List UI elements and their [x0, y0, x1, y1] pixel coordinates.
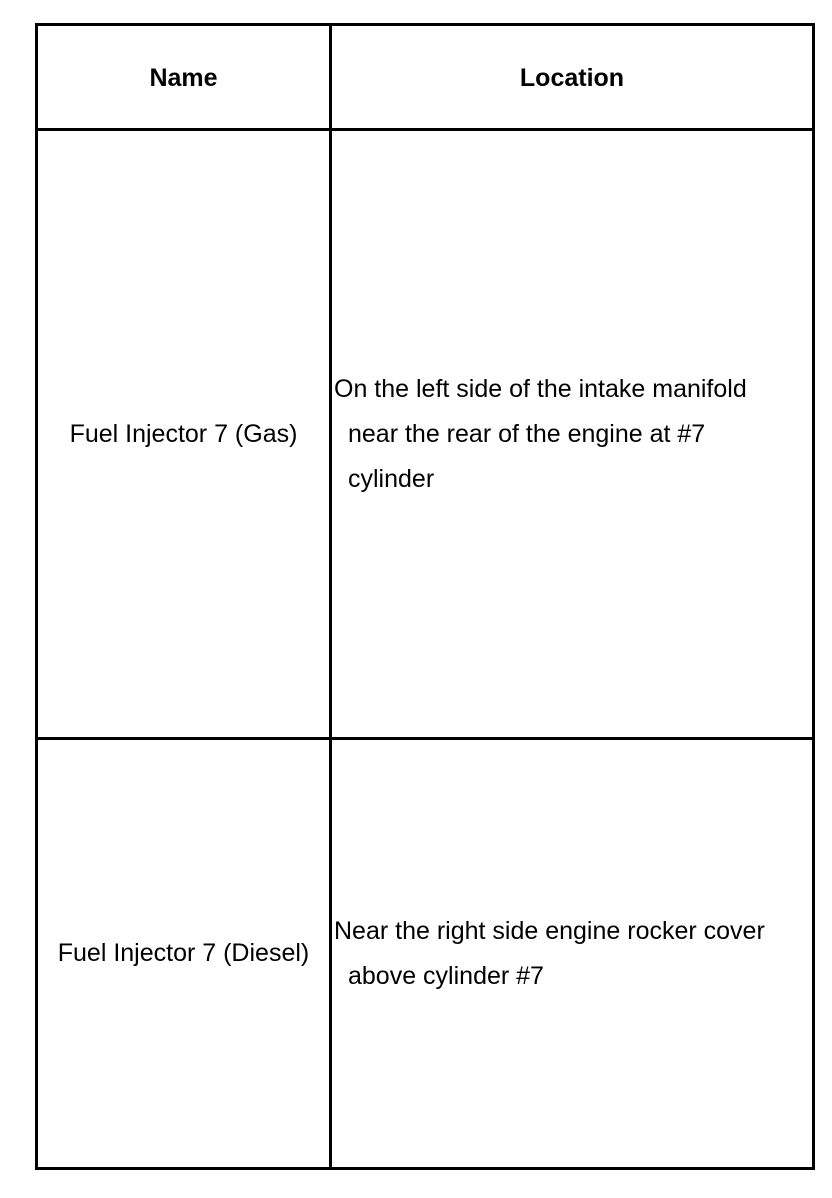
- row-2-location-line-2: above cylinder #7: [348, 962, 544, 990]
- header-row-divider: [35, 128, 815, 131]
- row-1-location-line-1: On the left side of the intake manifold: [334, 375, 747, 403]
- table-border-right: [812, 23, 815, 1170]
- table-column-divider: [329, 23, 332, 1170]
- table-border-bottom: [35, 1167, 815, 1170]
- column-header-location: Location: [519, 64, 625, 92]
- row-2-location-line-1: Near the right side engine rocker cover: [334, 917, 765, 945]
- table-border-left: [35, 23, 38, 1170]
- row-1-location-line-2: near the rear of the engine at #7: [348, 420, 706, 448]
- row-1-location-line-3: cylinder: [348, 465, 435, 493]
- column-header-name: Name: [149, 64, 218, 92]
- row-1-location: [334, 367, 812, 502]
- row-2-location: [334, 909, 812, 999]
- row-1-name: Fuel Injector 7 (Gas): [69, 420, 298, 448]
- row-2-name: Fuel Injector 7 (Diesel): [57, 939, 310, 967]
- table-border-top: [35, 23, 815, 26]
- row-divider: [35, 737, 815, 740]
